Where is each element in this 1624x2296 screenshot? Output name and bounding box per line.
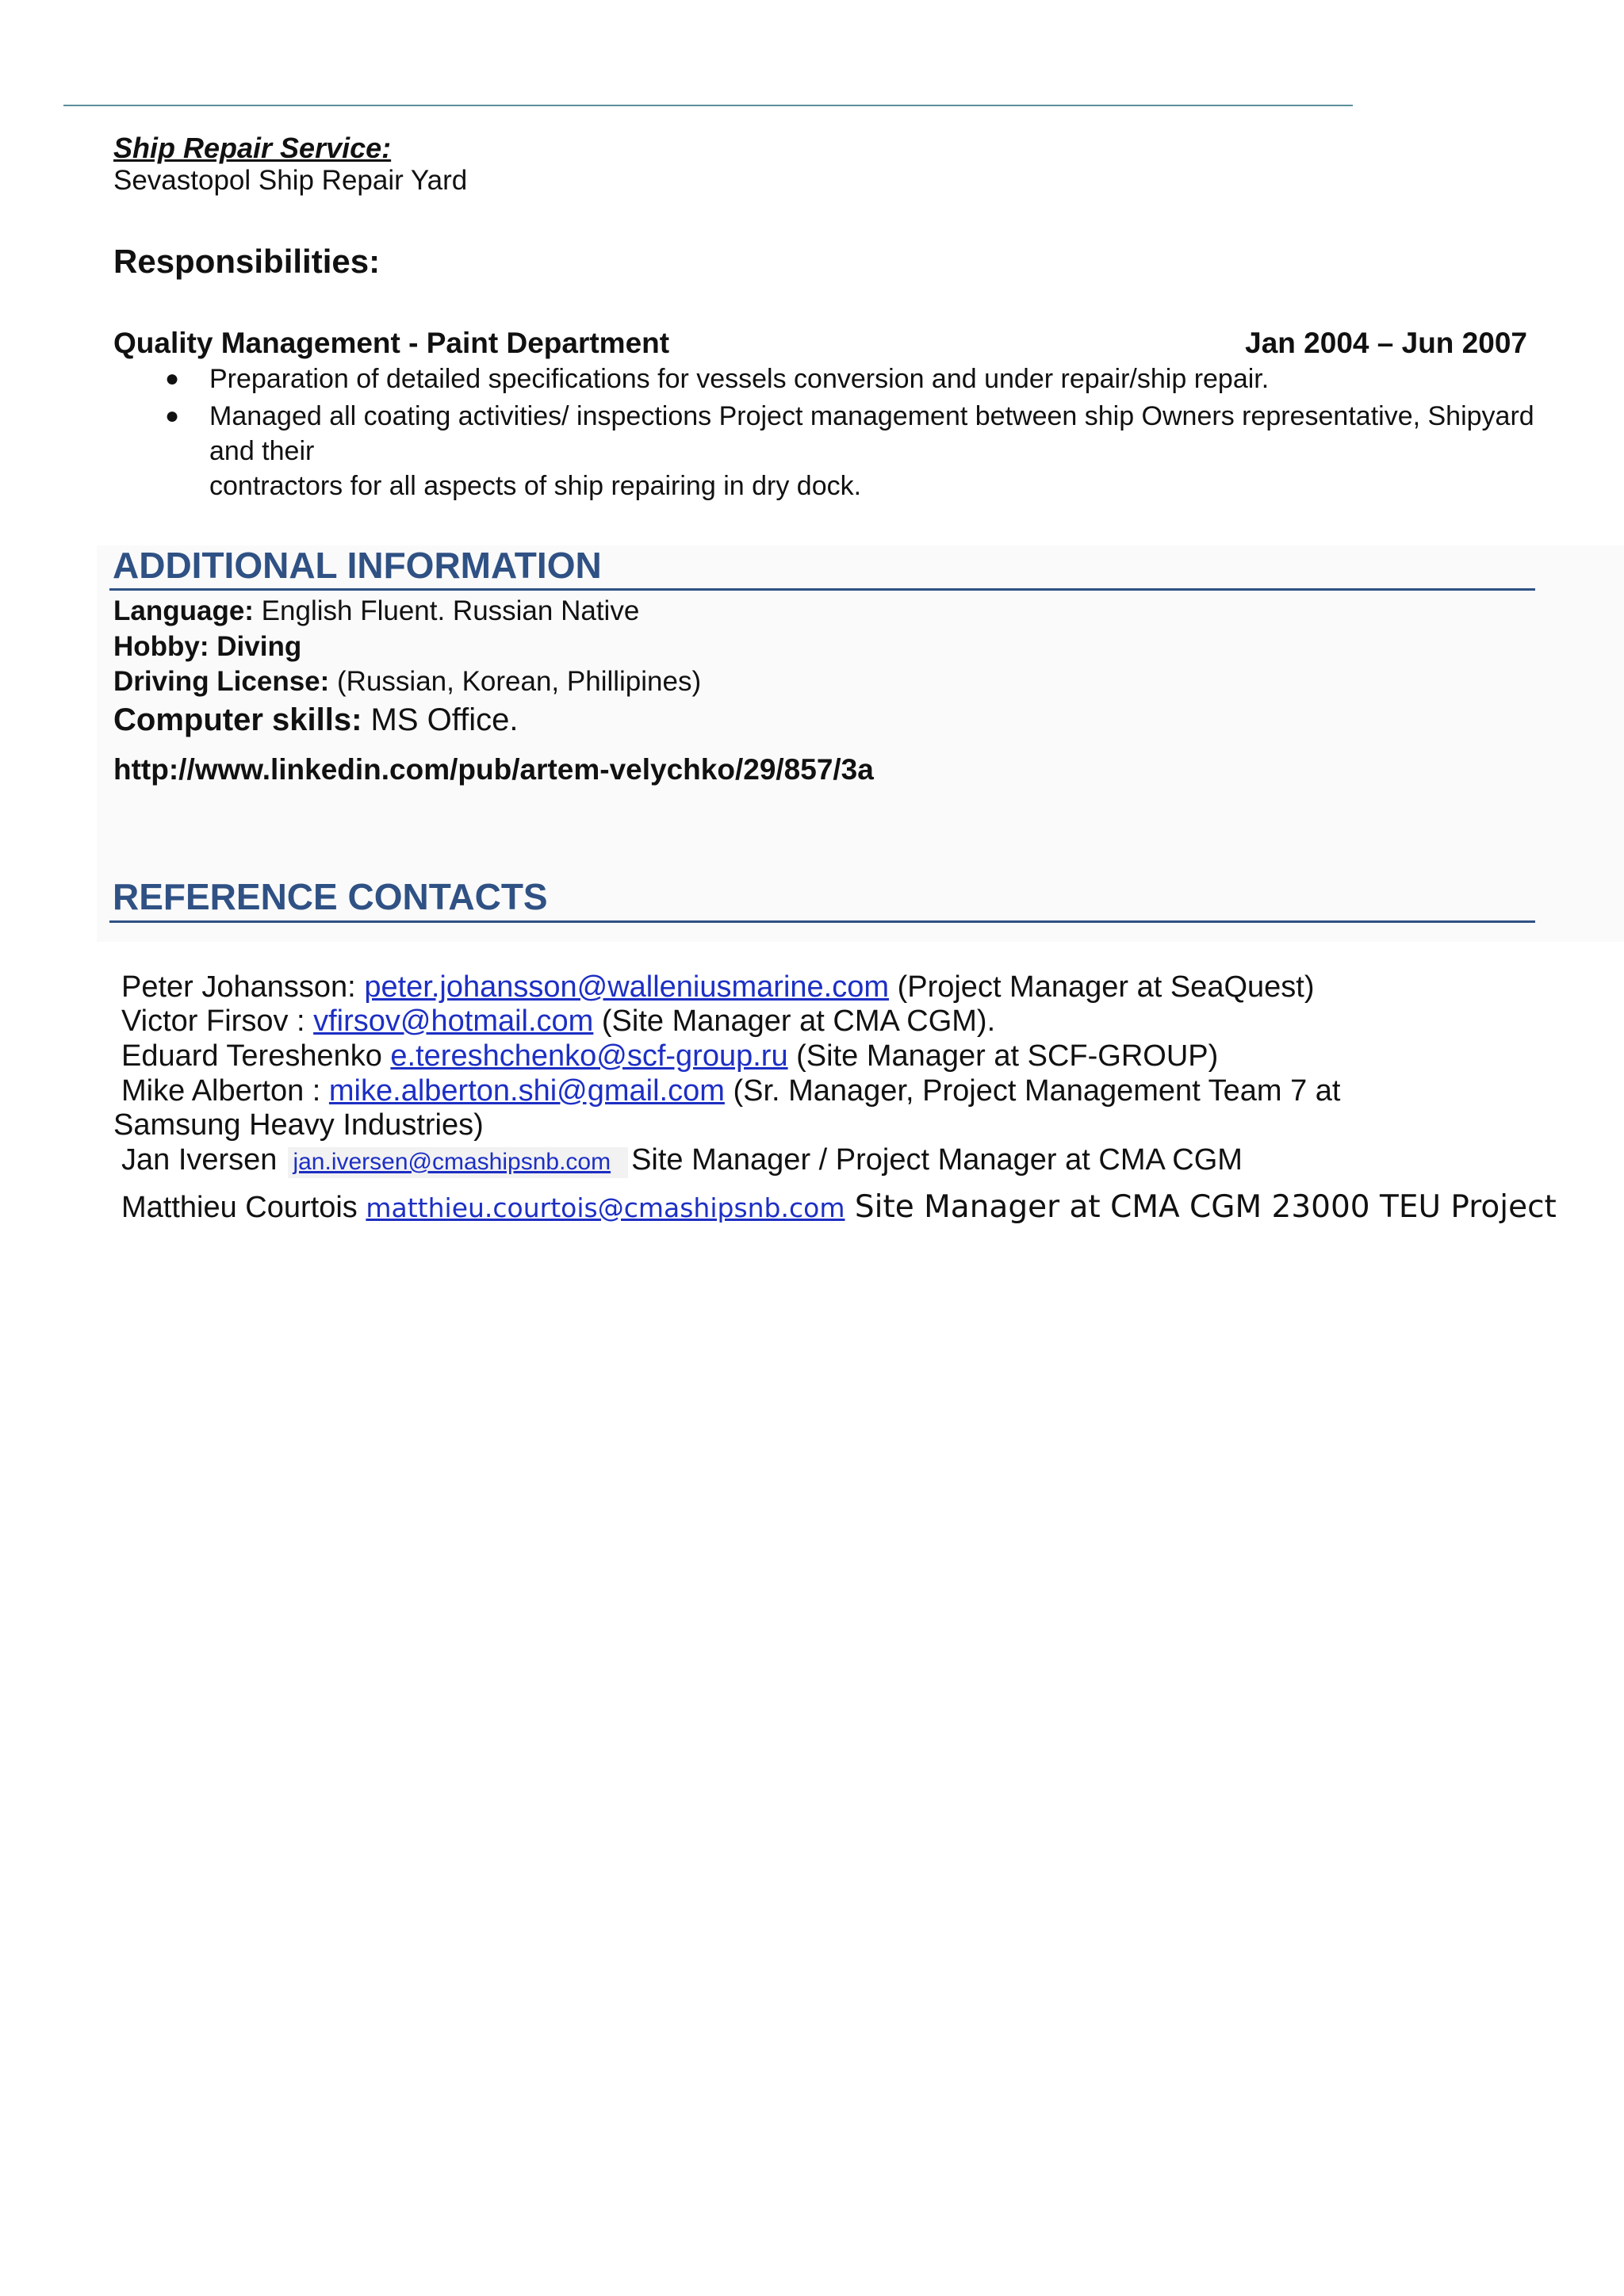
contact-role: Site Manager at CMA CGM 23000 TEU Project — [845, 1189, 1557, 1225]
contact-role: (Project Manager at SeaQuest) — [889, 970, 1315, 1004]
contact-name: Eduard Tereshenko — [121, 1039, 391, 1073]
contact-email-link[interactable]: mike.alberton.shi@gmail.com — [328, 1074, 725, 1108]
company-name: Sevastopol Ship Repair Yard — [113, 165, 468, 196]
hobby-label: Hobby: Diving — [113, 631, 302, 662]
contact-email-link[interactable]: peter.johansson@walleniusmarine.com — [364, 970, 890, 1004]
computer-skills-line — [113, 702, 519, 738]
language-value: English Fluent. Russian Native — [253, 595, 640, 626]
linkedin-url[interactable]: http://www.linkedin.com/pub/artem-velychko/29/857/3a — [113, 753, 874, 786]
contact-email-link[interactable]: vfirsov@hotmail.com — [313, 1004, 594, 1038]
language-label: Language: — [113, 595, 254, 626]
contact-role: Site Manager / Project Manager at CMA CGM — [631, 1143, 1243, 1177]
company-label: Ship Repair Service: — [113, 132, 392, 164]
responsibilities-heading: Responsibilities: — [113, 243, 381, 280]
language-line — [113, 595, 639, 627]
contact-email-link[interactable]: matthieu.courtois@cmashipsnb.com — [366, 1192, 845, 1223]
bullet-icon: ● — [165, 365, 180, 392]
top-divider — [63, 105, 1353, 106]
responsibility-list — [159, 362, 1538, 506]
contact-name: Jan Iversen — [121, 1143, 278, 1177]
driving-license-value: (Russian, Korean, Phillipines) — [329, 666, 702, 697]
contact-name: Matthieu Courtois — [121, 1191, 366, 1224]
contact-name: Mike Alberton : — [121, 1074, 329, 1108]
reference-contact — [121, 1143, 1243, 1177]
contact-role-continued: Samsung Heavy Industries) — [113, 1108, 484, 1142]
additional-info-rule — [109, 588, 1535, 591]
reference-contact — [121, 1074, 1340, 1108]
bullet-text: Preparation of detailed specifications for vessels conversion and under repair/ship repair. — [209, 364, 1270, 394]
hobby-line — [113, 631, 301, 663]
contact-name: Victor Firsov : — [121, 1004, 314, 1038]
driving-license-label: Driving License: — [113, 666, 330, 697]
computer-skills-value: MS Office. — [362, 702, 519, 737]
contact-role: (Site Manager at CMA CGM). — [593, 1004, 996, 1038]
job-title: Quality Management - Paint Department — [113, 327, 670, 359]
reference-contact — [121, 970, 1315, 1004]
job-dates: Jan 2004 – Jun 2007 — [1245, 327, 1527, 359]
reference-contacts-title: REFERENCE CONTACTS — [113, 876, 548, 917]
list-item — [159, 399, 1538, 503]
reference-contact — [121, 1189, 1557, 1225]
contact-name: Peter Johansson: — [121, 970, 365, 1004]
reference-contacts-rule — [109, 920, 1535, 923]
reference-contact — [121, 1039, 1218, 1073]
contact-role: (Site Manager at SCF-GROUP) — [787, 1039, 1219, 1073]
contact-email-link[interactable]: e.tereshchenko@scf-group.ru — [390, 1039, 788, 1073]
contact-role: (Sr. Manager, Project Management Team 7 at — [724, 1074, 1341, 1108]
contact-email-link[interactable]: jan.iversen@cmashipsnb.com — [288, 1147, 628, 1178]
bullet-text: Managed all coating activities/ inspections Project management between ship Owners representative, Shipyard and their — [209, 401, 1534, 466]
additional-info-title: ADDITIONAL INFORMATION — [113, 545, 602, 586]
bullet-text-continued: contractors for all aspects of ship repairing in dry dock. — [209, 471, 862, 501]
list-item — [159, 362, 1538, 396]
driving-license-line — [113, 666, 701, 698]
computer-skills-label: Computer skills: — [113, 702, 362, 737]
bullet-icon: ● — [165, 403, 180, 429]
reference-contact — [121, 1004, 995, 1039]
